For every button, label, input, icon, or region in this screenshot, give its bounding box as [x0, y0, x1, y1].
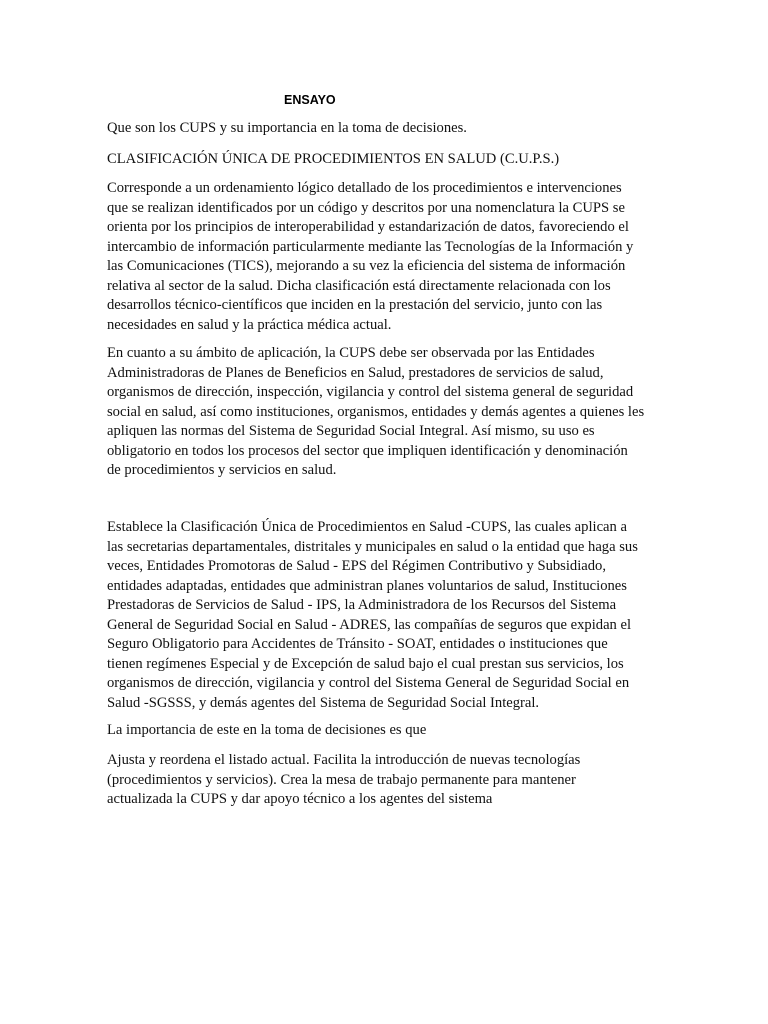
- text-line: obligatorio en todos los procesos del sector que impliquen identificación y denominación: [107, 442, 628, 459]
- text-line: necesidades en salud y la práctica médica actual.: [107, 316, 392, 333]
- subtitle-line: Que son los CUPS y su importancia en la toma de decisiones.: [107, 120, 467, 136]
- text-line: En cuanto a su ámbito de aplicación, la CUPS debe ser observada por las Entidades: [107, 345, 595, 361]
- essay-heading: ENSAYO: [284, 93, 336, 107]
- text-line: veces, Entidades Promotoras de Salud - EPS del Régimen Contributivo y Subsidiado,: [107, 558, 606, 574]
- text-line: entidades adaptadas, entidades que administran planes voluntarios de salud, Instituciones: [107, 577, 627, 594]
- text-line: de procedimientos y servicios en salud.: [107, 462, 337, 478]
- text-line: Establece la Clasificación Única de Procedimientos en Salud -CUPS, las cuales aplican a: [107, 519, 627, 535]
- text-line: La importancia de este en la toma de decisiones es que: [107, 722, 427, 738]
- text-line: las Comunicaciones (TICS), mejorando a su vez la eficiencia del sistema de información: [107, 258, 626, 274]
- text-line: Corresponde a un ordenamiento lógico detallado de los procedimientos e intervenciones: [107, 180, 622, 196]
- section-title: [107, 150, 667, 170]
- paragraph-establishes: [107, 518, 667, 713]
- text-line: orienta por los principios de interoperabilidad y estandarización de datos, favoreciendo el: [107, 219, 629, 235]
- paragraph-definition: [107, 179, 667, 335]
- text-line: relativa al sector de la salud. Dicha clasificación está directamente relacionada con los: [107, 277, 611, 294]
- section-title-line: CLASIFICACIÓN ÚNICA DE PROCEDIMIENTOS EN SALUD (C.U.P.S.): [107, 151, 560, 167]
- text-line: Ajusta y reordena el listado actual. Facilita la introducción de nuevas tecnologías: [107, 752, 581, 768]
- text-line: (procedimientos y servicios). Crea la mesa de trabajo permanente para mantener: [107, 771, 576, 788]
- paragraph-scope: [107, 344, 667, 481]
- essay-subtitle: [107, 119, 667, 139]
- text-line: desarrollos técnico-científicos que inciden en la prestación del servicio, junto con las: [107, 297, 603, 313]
- paragraph-importance: [107, 751, 667, 810]
- text-line: General de Seguridad Social en Salud - ADRES, las compañías de seguros que expidan el: [107, 616, 632, 633]
- text-line: que se realizan identificados por un código y descritos por una nomenclatura la CUPS se: [107, 199, 625, 216]
- text-line: Seguro Obligatorio para Accidentes de Tránsito - SOAT, entidades o instituciones que: [107, 636, 608, 652]
- text-line: tienen regímenes Especial y de Excepción de salud bajo el cual prestan sus servicios, los: [107, 655, 624, 672]
- text-line: social en salud, así como instituciones, organismos, entidades y demás agentes a quienes les: [107, 403, 645, 420]
- text-line: Administradoras de Planes de Beneficios en Salud, prestadores de servicios de salud,: [107, 364, 604, 381]
- text-line: actualizada la CUPS y dar apoyo técnico a los agentes del sistema: [107, 791, 493, 807]
- text-line: organismos de dirección, inspección, vigilancia y control del sistema general de seguridad: [107, 384, 634, 400]
- text-line: Prestadoras de Servicios de Salud - IPS, la Administradora de los Recursos del Sistema: [107, 597, 617, 613]
- paragraph-importance-intro: [107, 721, 667, 741]
- text-line: las secretarias departamentales, distritales y municipales en salud o la entidad que haga sus: [107, 538, 638, 555]
- text-line: organismos de dirección, vigilancia y control del Sistema General de Seguridad Social en: [107, 675, 630, 691]
- text-line: intercambio de información particularmente mediante las Tecnologías de la Información y: [107, 238, 634, 255]
- text-line: apliquen las normas del Sistema de Seguridad Social Integral. Así mismo, su uso es: [107, 423, 595, 439]
- text-line: Salud -SGSSS, y demás agentes del Sistema de Seguridad Social Integral.: [107, 694, 540, 711]
